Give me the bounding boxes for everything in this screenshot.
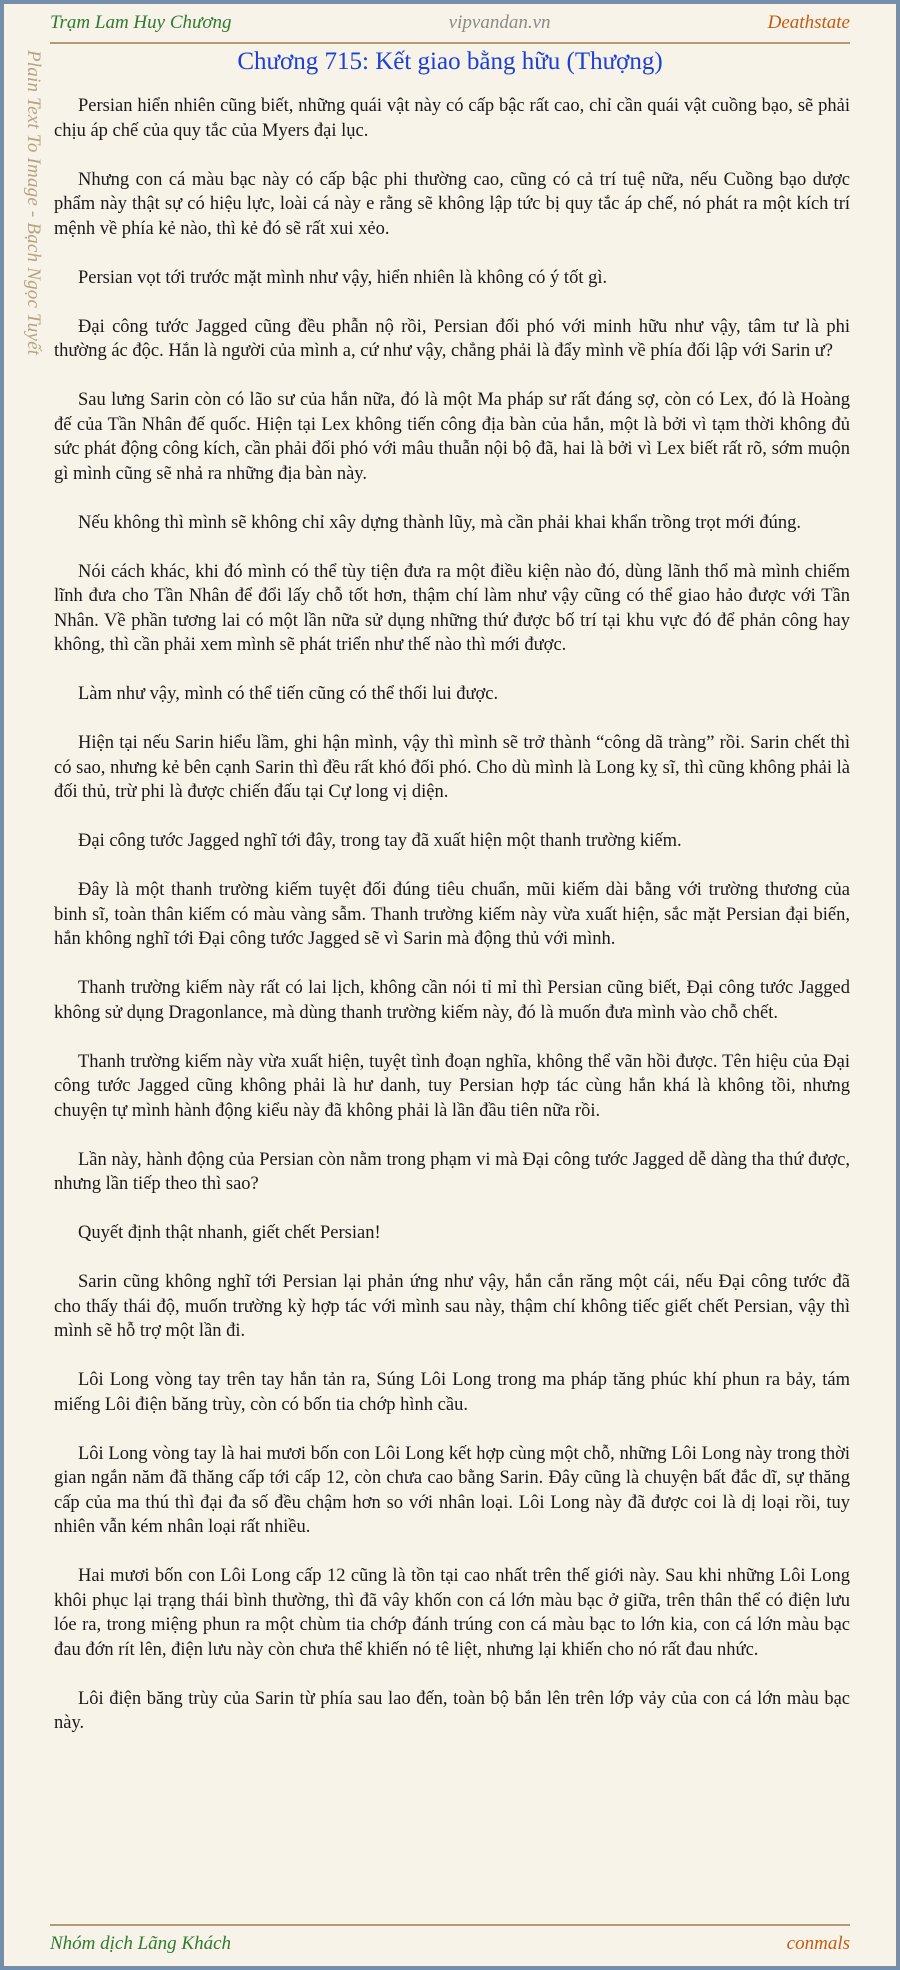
- paragraph: Lôi Long vòng tay trên tay hắn tản ra, Súng Lôi Long trong ma pháp tăng phúc khí phun ra bảy, tám miếng Lôi điện băng trùy, còn có bốn tia chớp hình cầu.: [54, 1370, 850, 1415]
- paragraph: Lôi Long vòng tay là hai mươi bốn con Lôi Long kết hợp cùng một chỗ, những Lôi Long này trong thời gian ngắn năm đã thăng cấp tới cấp 12, còn chưa cao bằng Sarin. Đây cũng là chuyện bất đắc dĩ, sự thăng cấp của ma thú thì đại đa số đều chậm hơn so với nhân loại. Lôi Long này đã được coi là dị loại rồi, tuy nhiên vẫn kém nhân loại rất nhiều.: [54, 1443, 850, 1537]
- paragraph: Hiện tại nếu Sarin hiểu lầm, ghi hận mình, vậy thì mình sẽ trở thành “công dã tràng” rồi. Sarin chết thì có sao, nhưng kẻ bên cạnh Sarin thì đều rất khó đối phó. Cho dù mình là Long kỵ sĩ, thì cũng không phải là đối thủ, trừ phi là được chiến đấu tại Cự long vị diện.: [54, 733, 850, 802]
- paragraph: Thanh trường kiếm này rất có lai lịch, không cần nói tỉ mỉ thì Persian cũng biết, Đại công tước Jagged không sử dụng Dragonlance, mà dùng thanh trường kiếm này, đó là muốn đưa mình vào chỗ chết.: [54, 978, 850, 1023]
- paragraph: Persian hiển nhiên cũng biết, những quái vật này có cấp bậc rất cao, chỉ cần quái vật cuồng bạo, sẽ phải chịu áp chế của quy tắc của Myers đại lục.: [54, 96, 850, 141]
- paragraph: Làm như vậy, mình có thể tiến cũng có thể thối lui được.: [78, 684, 499, 704]
- chapter-title: Chương 715: Kết giao bằng hữu (Thượng): [237, 48, 663, 75]
- paragraph: Nhưng con cá màu bạc này có cấp bậc phi thường cao, cũng có cả trí tuệ nữa, nếu Cuồng bạo dược phẩm này thật sự có hiệu lực, loài cá này e rằng sẽ không lập tức bị quy tắc áp chế, nó phát ra một kích trí mệnh về phía kẻ nào, thì kẻ đó sẽ rất xui xẻo.: [54, 169, 850, 239]
- footer-user-credit: conmals: [786, 1933, 850, 1954]
- header-editor-credit: Deathstate: [767, 12, 850, 33]
- footer-group-credit: Nhóm dịch Lãng Khách: [50, 1933, 232, 1954]
- paragraph: Đây là một thanh trường kiếm tuyệt đối đúng tiêu chuẩn, mũi kiếm dài bằng với trường thương của binh sĩ, toàn thân kiếm có màu vàng sẫm. Thanh trường kiếm này vừa xuất hiện, sắc mặt Persian đại biến, hắn không nghĩ tới Đại công tước Jagged sẽ vì Sarin mà động thủ với mình.: [54, 880, 850, 949]
- paragraph: Sau lưng Sarin còn có lão sư của hắn nữa, đó là một Ma pháp sư rất đáng sợ, còn có Lex, đó là Hoàng đế của Tần Nhân đế quốc. Hiện tại Lex không tiến công địa bàn của hắn, một là bởi vì tạm thời không đủ sức phát động công kích, cần phải đối phó với mâu thuẫn nội bộ đã, hai là bởi vì Lex biết rất rõ, sớm muộn gì mình cũng sẽ nhả ra những địa bàn này.: [54, 390, 850, 484]
- header-site-name: vipvandan.vn: [448, 12, 551, 33]
- page-header: [50, 8, 850, 38]
- paragraph: Hai mươi bốn con Lôi Long cấp 12 cũng là tồn tại cao nhất trên thế giới này. Sau khi những Lôi Long khôi phục lại trạng thái bình thường, thì đã vây khốn con cá lớn màu bạc ở giữa, trên thân thể có điện lưu lóe ra, trong miệng phun ra một chùm tia chớp đánh trúng con cá màu bạc to lớn kia, con cá lớn màu bạc đau đớn rít lên, điện lưu này còn chưa thể khiến nó tê liệt, nhưng lại khiến cho nó rất đau nhức.: [54, 1566, 850, 1660]
- chapter-body: [54, 94, 850, 1760]
- header-divider: [50, 42, 850, 44]
- paragraph: Đại công tước Jagged cũng đều phẫn nộ rồi, Persian đối phó với minh hữu như vậy, tâm tư là phi thường ác độc. Hắn là người của mình a, cứ như vậy, chẳng phải là đẩy mình về phía đối lập với Sarin ư?: [54, 316, 850, 361]
- paragraph: Quyết định thật nhanh, giết chết Persian!: [78, 1223, 381, 1243]
- paragraph: Thanh trường kiếm này vừa xuất hiện, tuyệt tình đoạn nghĩa, không thể vãn hồi được. Tên hiệu của Đại công tước Jagged cũng không phải là hư danh, tuy Persian hợp tác cùng hắn khá là không tồi, nhưng chuyện tự mình hành động kiểu này đã không phải là lần đầu tiên nữa rồi.: [54, 1051, 850, 1121]
- page-footer: [50, 1928, 850, 1960]
- paragraph: Sarin cũng không nghĩ tới Persian lại phản ứng như vậy, hắn cắn răng một cái, nếu Đại công tước đã cho thấy thái độ, muốn trường kỳ hợp tác với mình sau này, thậm chí không tiếc giết chết Persian, vậy thì mình sẽ hỗ trợ một lần đi.: [54, 1272, 850, 1341]
- paragraph: Lôi điện băng trùy của Sarin từ phía sau lao đến, toàn bộ bắn lên trên lớp vảy của con cá lớn màu bạc này.: [54, 1688, 850, 1733]
- paragraph: Nói cách khác, khi đó mình có thể tùy tiện đưa ra một điều kiện nào đó, dùng lãnh thổ mà mình chiếm lĩnh đưa cho Tần Nhân để đổi lấy chỗ tốt hơn, thậm chí làm như vậy cũng có thể giao hảo được với Tần Nhân. Về phần tương lai có một lần nữa sử dụng những thứ được bố trí tại khu vực đó để phản công hay không, thì cần phải xem mình sẽ phát triển như thế nào thì mới được.: [54, 561, 850, 655]
- paragraph: Nếu không thì mình sẽ không chỉ xây dựng thành lũy, mà cần phải khai khẩn trồng trọt mới đúng.: [78, 512, 802, 533]
- paragraph: Lần này, hành động của Persian còn nằm trong phạm vi mà Đại công tước Jagged dễ dàng tha thứ được, nhưng lần tiếp theo thì sao?: [54, 1149, 850, 1194]
- side-watermark-text: [4, 50, 44, 410]
- footer-divider: [50, 1924, 850, 1926]
- paragraph: Đại công tước Jagged nghĩ tới đây, trong tay đã xuất hiện một thanh trường kiếm.: [78, 831, 682, 851]
- header-translator-credit: Trạm Lam Huy Chương: [50, 12, 232, 33]
- paragraph: Persian vọt tới trước mặt mình như vậy, hiển nhiên là không có ý tốt gì.: [78, 267, 608, 288]
- side-watermark-label: Plain Text To Image - Bạch Ngọc Tuyết: [23, 50, 44, 356]
